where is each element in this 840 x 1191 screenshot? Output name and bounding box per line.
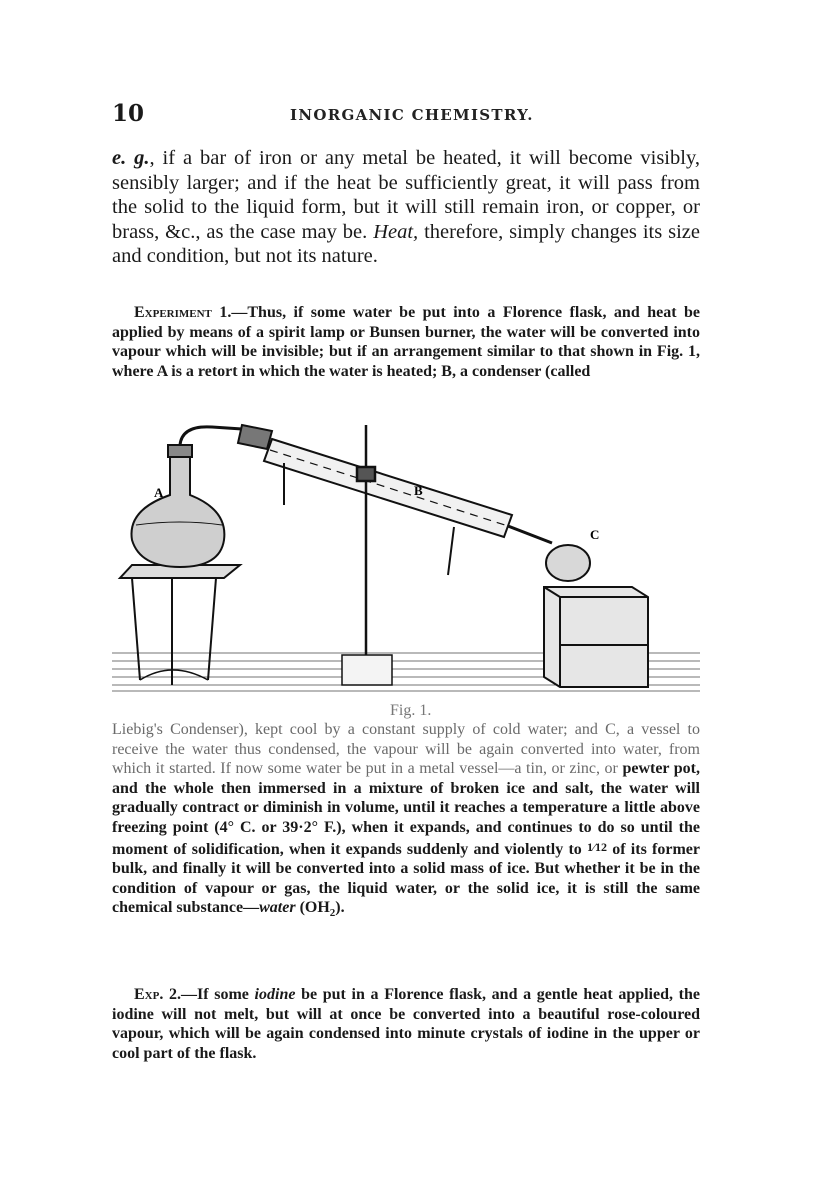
eg-lead: e. g. xyxy=(112,147,150,169)
continuation-faint-text: Liebig's Condenser), kept cool by a constant supply of cold water; and C, a vessel to receive the water thus condensed, the vapour will be again converted into water, from which it started. If now some water be put in a metal vessel—a tin, or zinc, or xyxy=(112,721,700,778)
fraction-one-twelfth: 1⁄12 xyxy=(587,839,608,854)
experiment-1-text: —Thus, if some water be put into a Florence flask, and heat be applied by means of a spirit lamp or Bunsen burner, the water will be converted into vapour which will be invisible; but if an arrangement similar to that shown in Fig. 1, where A is a retort in which the water is heated; B, a condenser (called xyxy=(112,304,700,380)
experiment-2-label: Exp. xyxy=(134,986,164,1003)
page-number: 10 xyxy=(112,100,145,127)
experiment-2-text-2: be put in a Florence flask, and a gentle heat applied, the iodine will not melt, but will at once be converted into a beautiful rose-coloured vapour, which will be again condensed into minute crystals of iodine in the upper or cool part of the flask. xyxy=(112,986,700,1062)
experiment-1-paragraph xyxy=(112,303,700,381)
flask-a xyxy=(131,427,242,567)
formula: (OH xyxy=(295,899,330,917)
label-b: B xyxy=(414,483,423,498)
figure-caption: Fig. 1. xyxy=(390,702,432,719)
experiment-1-label: Experiment 1. xyxy=(134,304,232,321)
receiver-c xyxy=(544,545,648,687)
running-head: INORGANIC CHEMISTRY. xyxy=(290,106,534,124)
iodine-word: iodine xyxy=(254,986,296,1003)
intro-paragraph xyxy=(112,146,700,269)
liebig-condenser-figure xyxy=(112,415,700,700)
experiment-2-paragraph xyxy=(112,985,700,1063)
heat-word: Heat, xyxy=(373,220,419,243)
continuation-text-2: of its former bulk, and finally it will be converted into a solid mass of ice. But whether it be in the condition of vapour or gas, the liquid water, or the solid ice, it is still the same chemical substance— xyxy=(112,840,700,917)
intro-text-1: , if a bar of iron or any metal be heated, it will become visibly, sensibly larger; and if the heat be sufficiently great, it will pass from the solid to the liquid form, but it will still remain iron, or copper, or brass, &c., as the case may be. xyxy=(112,147,700,243)
experiment-2-text-1: 2.—If some xyxy=(163,986,255,1003)
formula-subscript: 2 xyxy=(329,907,336,920)
intro-text-2: therefore, simply changes its size and condition, but not its nature. xyxy=(112,220,700,268)
tripod-stand xyxy=(120,565,240,685)
page-header xyxy=(112,100,700,130)
condenser-b xyxy=(238,425,552,575)
label-c: C xyxy=(590,527,600,542)
label-a: A xyxy=(154,485,164,500)
water-word: water xyxy=(259,899,296,917)
continuation-text-1: pewter pot, and the whole then immersed in a mixture of broken ice and salt, the water will gradually contract or diminish in volume, until it reaches a temperature a little above freezing point (4° C. or 39·2° F.), when it expands, and continues to do so until the moment of solidification, when it expands suddenly and violently to xyxy=(112,760,701,858)
formula-end: ). xyxy=(335,899,345,917)
continuation-paragraph xyxy=(112,720,700,924)
